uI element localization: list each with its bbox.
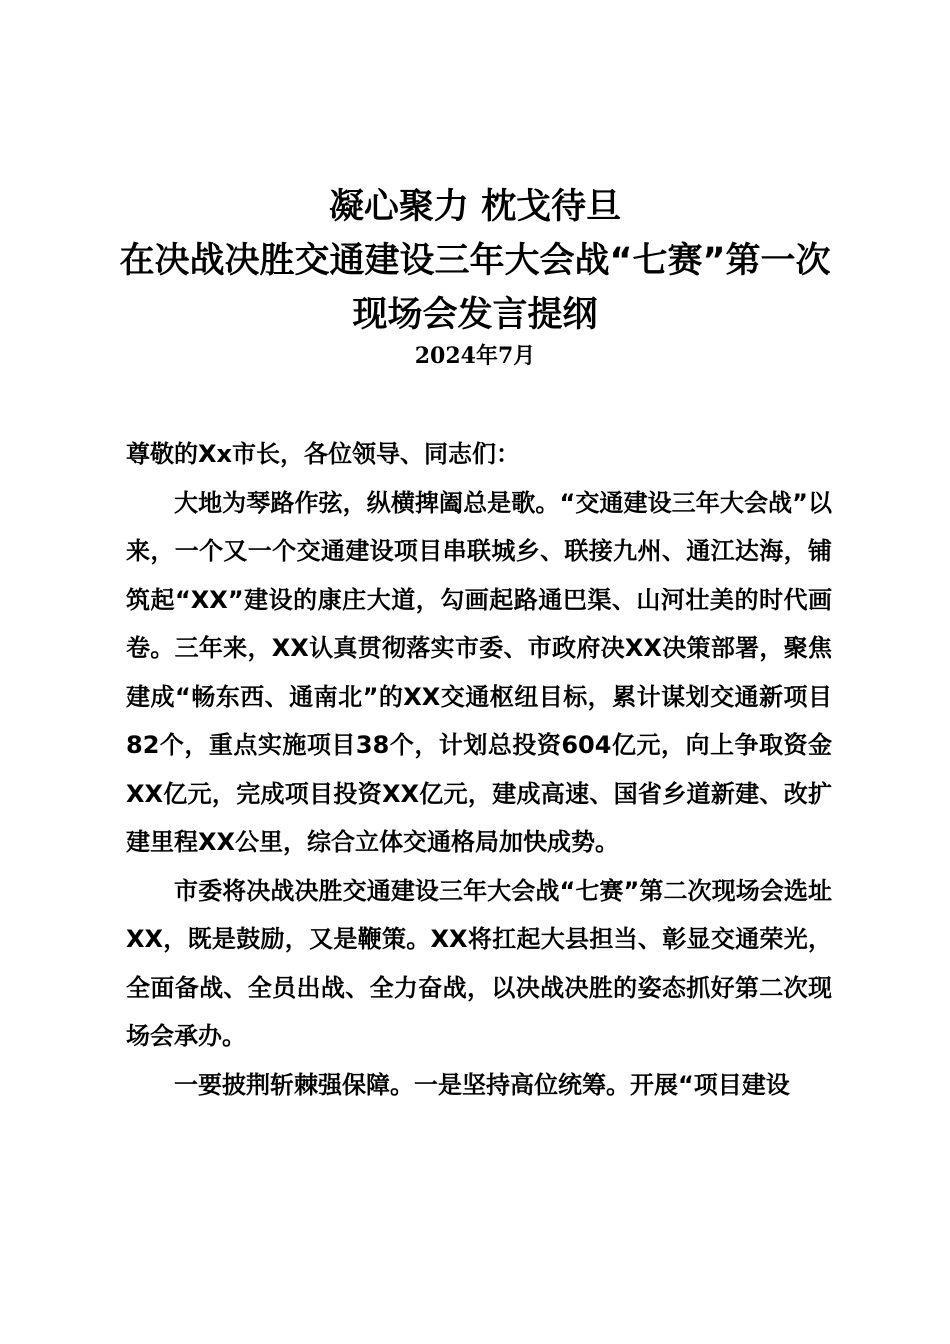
document-title xyxy=(0,180,950,342)
title-line-2: 在决战决胜交通建设三年大会战“七赛”第一次 xyxy=(119,241,831,281)
title-line-1: 凝心聚力 枕戈待旦 xyxy=(328,187,622,227)
document-date: 2024年7月 xyxy=(414,343,536,369)
title-line-3: 现场会发言提纲 xyxy=(352,295,598,335)
body-paragraph-3: 一要披荆斩棘强保障。一是坚持高位统筹。开展“项目建设 xyxy=(174,1070,790,1099)
body-paragraph-2: 市委将决战决胜交通建设三年大会战“七赛”第二次现场会选址XX，既是鼓励，又是鞭策。XX将扛起大县担当、彰显交通荣光，全面备战、全员出战、全力奋战，以决战决胜的姿态抓好第二次现场会承办。 xyxy=(126,876,832,1050)
body-paragraph-1: 大地为琴路作弦，纵横捭阖总是歌。“交通建设三年大会战”以来，一个又一个交通建设项目串联城乡、联接九州、通江达海，铺筑起“XX”建设的康庄大道，勾画起路通巴渠、山河壮美的时代画卷。三年来，XX认真贯彻落实市委、市政府决XX决策部署，聚焦建成“畅东西、通南北”的XX交通枢纽目标，累计谋划交通新项目82个，重点实施项目38个，计划总投资604亿元，向上争取资金XX亿元，完成项目投资XX亿元，建成高速、国省乡道新建、改扩建里程XX公里，综合立体交通格局加快成势。 xyxy=(126,488,832,856)
document-body xyxy=(126,430,832,1109)
salutation: 尊敬的Xx市长，各位领导、同志们： xyxy=(126,440,520,468)
